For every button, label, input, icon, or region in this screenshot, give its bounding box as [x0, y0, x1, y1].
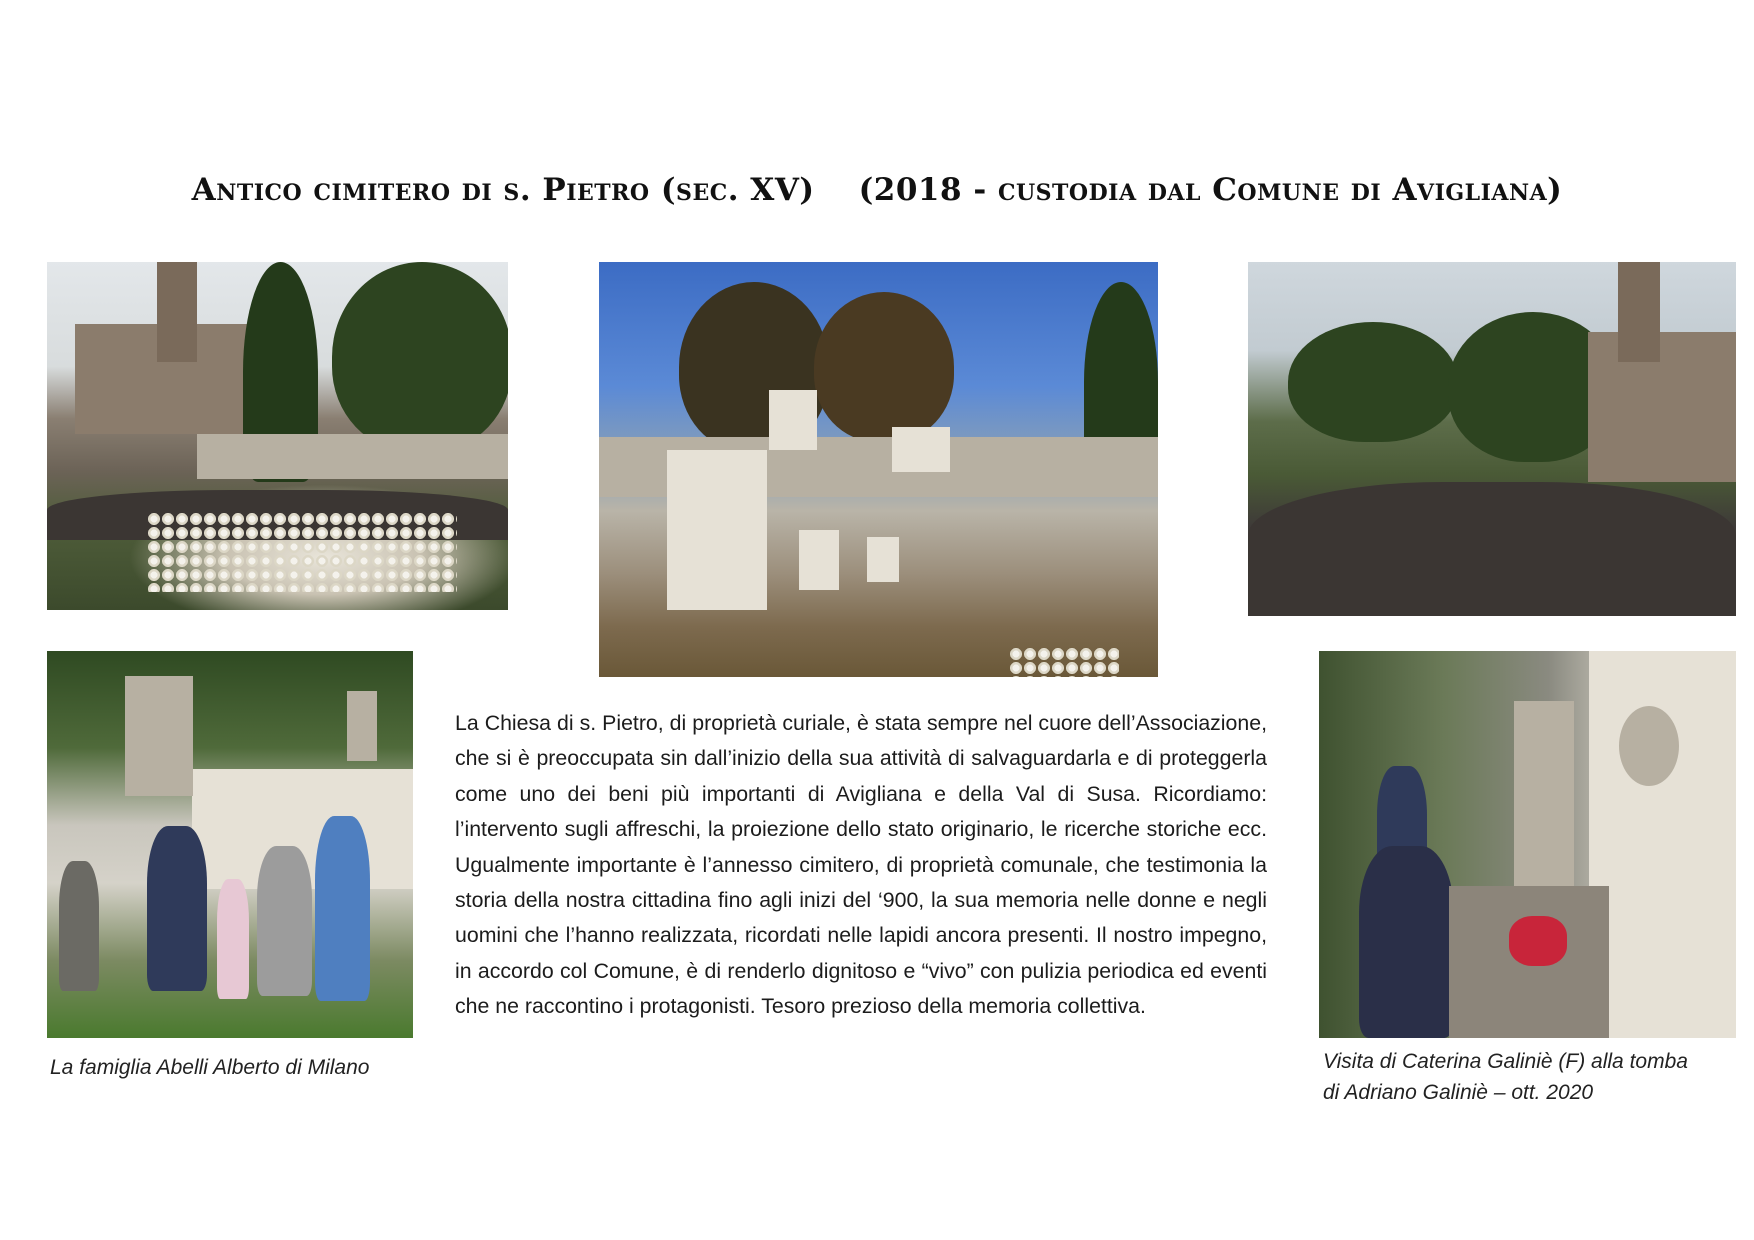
visitors-group [1248, 482, 1736, 616]
title-left: Antico cimitero di s. Pietro (sec. XV) [191, 172, 815, 208]
portrait-medallion [1619, 706, 1679, 786]
tombstone [799, 530, 839, 590]
tree [1288, 322, 1458, 442]
caption-family: La famiglia Abelli Alberto di Milano [50, 1056, 370, 1079]
church [1588, 332, 1736, 482]
title-right: (2018 - custodia dal Comune di Avigliana) [858, 172, 1563, 208]
tree [332, 262, 508, 452]
photo-monuments [599, 262, 1158, 677]
caption-tomb-line-2: di Adriano Galiniè – ott. 2020 [1323, 1081, 1594, 1104]
person [217, 879, 249, 999]
flowers [1009, 647, 1119, 677]
marble-monument [667, 450, 767, 610]
bell-tower [1618, 262, 1660, 362]
body-text: La Chiesa di s. Pietro, di proprietà curiale, è stata sempre nel cuore dell’Associazione, che si è preoccupata sin dall’inizio della sua attività di salvaguardarla e di proteggerla come uno dei beni più importanti di Avigliana e della Val di Susa. Ricordiamo: l’intervento sugli affreschi, la proiezione dello stato originario, le ricerche storiche ecc. Ugualmente importante è l’annesso cimitero, di proprietà comunale, che testimonia la storia della nostra cittadina fino agli inizi del ‘900, la sua memoria nelle donne e negli uomini che l’hanno realizzata, ricordati nelle lapidi ancora presenti. Il nostro impegno, in accordo col Comune, è di renderlo dignitoso e “vivo” con pulizia periodica ed eventi che ne raccontino i protagonisti. Tesoro prezioso della memoria collettiva. [455, 711, 1267, 1019]
person [257, 846, 312, 996]
photo-concert [47, 262, 508, 610]
photo-tomb-visit [1319, 651, 1736, 1038]
tombstone [867, 537, 899, 582]
person [315, 816, 370, 1001]
person [59, 861, 99, 991]
tombstones [1514, 701, 1574, 901]
tombstone [892, 427, 950, 472]
bell-tower [157, 262, 197, 362]
person [147, 826, 207, 991]
photo-group-visit [1248, 262, 1736, 616]
monument [125, 676, 193, 796]
person [1359, 846, 1454, 1038]
tombstone [769, 390, 817, 450]
cemetery-wall [197, 434, 508, 479]
tree [814, 292, 954, 442]
photo-family [47, 651, 413, 1038]
flower-pot [1509, 916, 1567, 966]
caption-tomb-line-1: Visita di Caterina Galiniè (F) alla tomba [1323, 1050, 1688, 1073]
tomb-wall [1589, 651, 1736, 1038]
page-title [0, 172, 1754, 208]
caption-tomb-visit [1323, 1046, 1688, 1108]
stone-cross [347, 691, 377, 761]
rose-bushes [147, 512, 457, 592]
